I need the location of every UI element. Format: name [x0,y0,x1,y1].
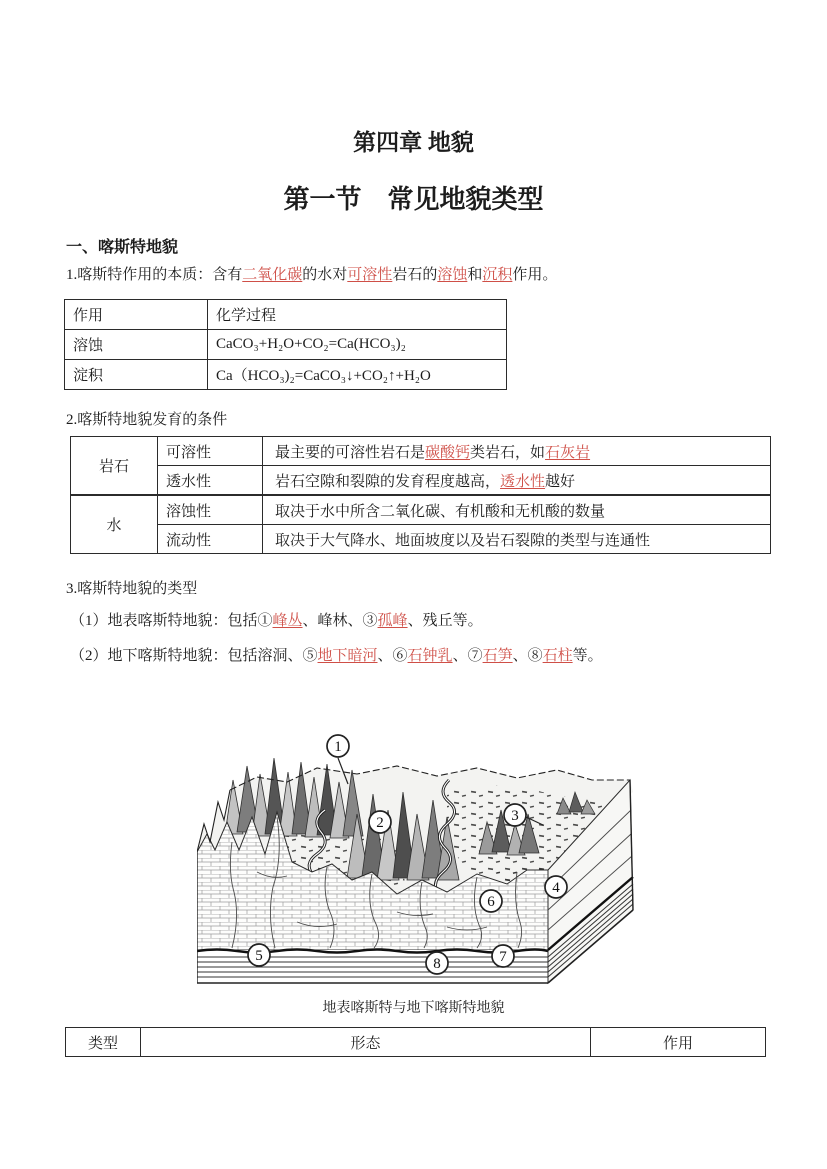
cond-prop: 流动性 [158,525,263,554]
table-row [71,495,771,525]
text-segment: 、⑦ [452,648,483,664]
landform-summary-table [65,1027,766,1057]
figure-label-4 [545,876,567,898]
figure-caption: 地表喀斯特与地下喀斯特地貌 [322,1001,505,1016]
text-segment: 类岩石，如 [470,444,546,461]
highlighted-term: 石钟乳 [407,648,453,664]
text-segment: 越好 [545,473,576,490]
table-row [65,300,507,330]
heading-conditions: 2.喀斯特地貌发育的条件 [66,412,228,428]
figure-label-3 [504,804,526,826]
cond-desc [263,495,771,525]
figure-label-6 [480,890,502,912]
highlighted-term: 溶蚀 [437,267,468,283]
text-segment: 、残丘等。 [407,613,483,629]
conditions-table [70,436,771,554]
table-row [65,330,507,360]
table-row [65,360,507,390]
table-row [71,466,771,496]
highlighted-term: 石柱 [542,648,573,664]
highlighted-term: 地下暗河 [317,648,378,664]
table-row [71,437,771,466]
process-header-action: 作用 [65,300,208,330]
text-segment: 取决于水中所含二氧化碳、有机酸和无机酸的数量 [275,503,606,520]
svg-text:7: 7 [499,949,507,965]
svg-text:1: 1 [334,739,342,755]
surface-karst-line [70,609,483,630]
highlighted-term: 透水性 [500,473,546,490]
highlighted-term: 孤峰 [377,613,408,629]
karst-figure-svg [197,722,643,990]
text-segment: 取决于大气降水、地面坡度以及岩石裂隙的类型与连通性 [275,532,651,549]
text-segment: 1.喀斯特作用的本质：含有 [66,267,243,283]
cond-prop: 透水性 [158,466,263,496]
highlighted-term: 碳酸钙 [425,444,471,461]
highlighted-term: 石笋 [482,648,513,664]
svg-text:5: 5 [255,948,263,964]
text-segment: 作用。 [512,267,558,283]
summary-header-form: 形态 [141,1028,591,1057]
text-segment: 最主要的可溶性岩石是 [275,444,426,461]
cond-desc [263,466,771,496]
figure-label-7 [492,945,514,967]
svg-text:2: 2 [376,815,384,831]
text-segment: 等。 [572,648,603,664]
karst-block-diagram [197,722,643,990]
cond-desc [263,437,771,466]
highlighted-term: 峰丛 [272,613,303,629]
highlighted-term: 二氧化碳 [242,267,303,283]
underground-karst-line [70,644,603,665]
text-segment: 岩石的 [392,267,438,283]
cond-group-rock: 岩石 [71,437,158,496]
highlighted-term: 可溶性 [347,267,393,283]
process-header-process: 化学过程 [208,300,507,330]
chapter-title: 第四章 地貌 [353,130,474,155]
svg-text:4: 4 [552,880,560,896]
process-row-formula: CaCO₃+H₂O+CO₂=Ca(HCO₃)₂ [208,330,507,360]
text-segment: （1）地表喀斯特地貌：包括① [70,613,273,629]
text-segment: 、⑥ [377,648,408,664]
figure-label-5 [248,944,270,966]
text-segment: 、峰林、③ [302,613,378,629]
cond-desc [263,525,771,554]
cond-prop: 可溶性 [158,437,263,466]
chemical-process-table [64,299,507,390]
process-row-formula: Ca（HCO₃)₂=CaCO₃↓+CO₂↑+H₂O [208,360,507,390]
text-segment: 和 [467,267,483,283]
process-row-action: 淀积 [65,360,208,390]
text-segment: 岩石空隙和裂隙的发育程度越高， [275,473,501,490]
section-title: 第一节 常见地貌类型 [283,185,544,214]
text-segment: 、⑧ [512,648,543,664]
text-segment: （2）地下喀斯特地貌：包括溶洞、⑤ [70,648,318,664]
svg-text:6: 6 [487,894,495,910]
table-row [71,525,771,554]
svg-text:3: 3 [511,808,519,824]
highlighted-term: 沉积 [482,267,513,283]
karst-essence-paragraph [66,263,557,284]
heading-karst: 一、喀斯特地貌 [66,239,179,256]
cond-prop: 溶蚀性 [158,495,263,525]
highlighted-term: 石灰岩 [545,444,591,461]
summary-header-effect: 作用 [591,1028,766,1057]
svg-text:8: 8 [433,956,441,972]
summary-header-type: 类型 [66,1028,141,1057]
figure-label-2 [369,811,391,833]
heading-types: 3.喀斯特地貌的类型 [66,581,198,597]
text-segment: 的水对 [302,267,348,283]
cond-group-water: 水 [71,495,158,554]
figure-label-8 [426,952,448,974]
process-row-action: 溶蚀 [65,330,208,360]
table-row [66,1028,766,1057]
figure-label-1 [327,735,349,757]
